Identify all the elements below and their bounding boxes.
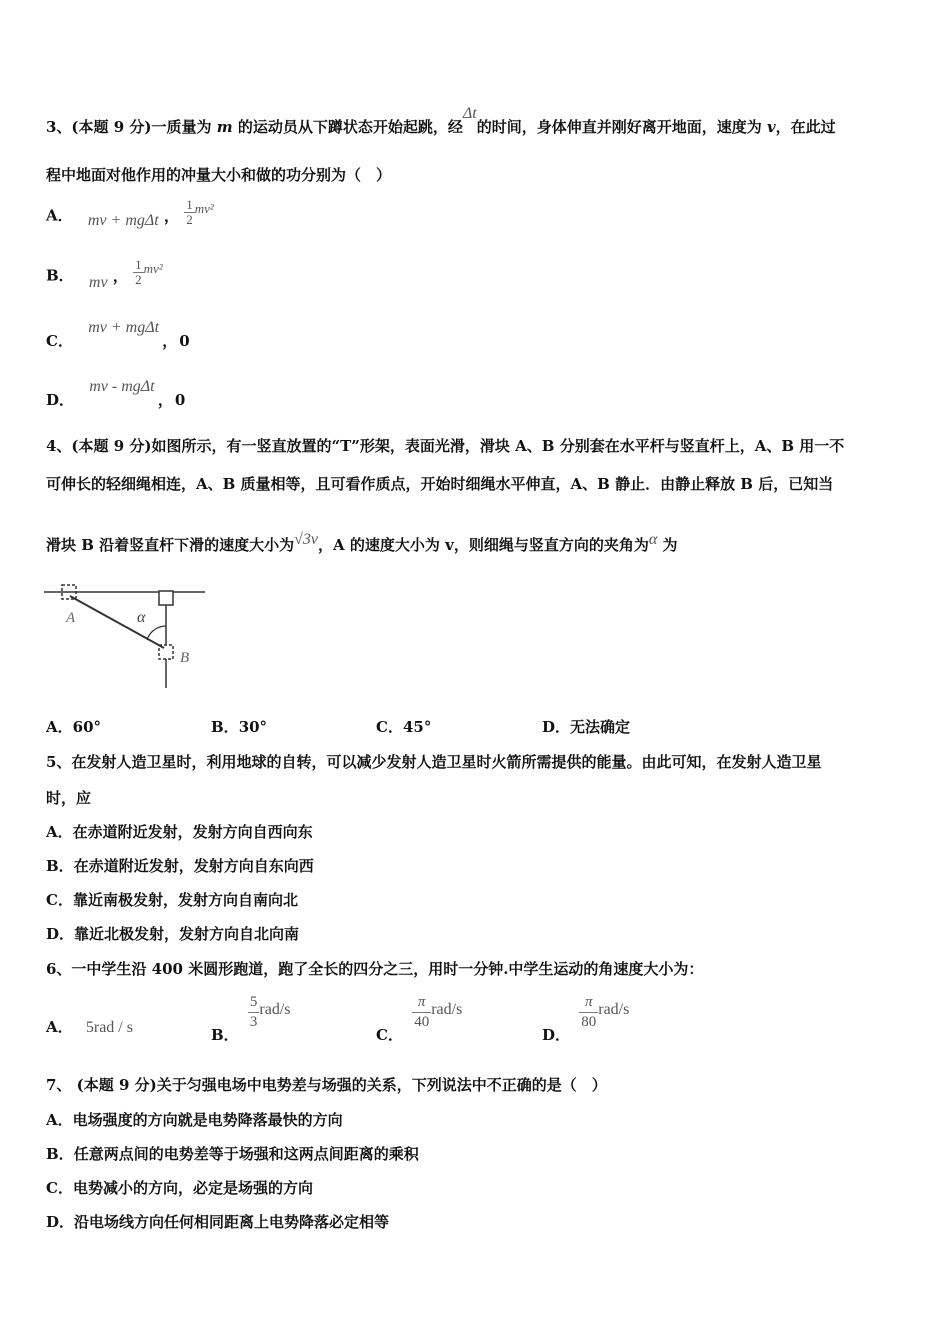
q4-option-c[interactable]: C．45° (376, 718, 432, 736)
q3-option-d[interactable]: D． mv - mgΔt ， 0 (46, 378, 186, 409)
q6-option-a[interactable]: A． 5rad / s (46, 1018, 133, 1036)
delta-t: Δt (462, 105, 477, 122)
sqrt3v: √3v (294, 531, 319, 548)
q5-option-a[interactable]: A．在赤道附近发射，发射方向自西向东 (46, 823, 313, 841)
q4-stem-line1: 4、(本题 9 分)如图所示，有一竖直放置的“T”形架，表面光滑，滑块 A、B 分别套在水平杆与竖直杆上，A、B 用一不 (46, 437, 845, 455)
q5-option-c[interactable]: C．靠近南极发射，发射方向自南向北 (46, 891, 298, 909)
q6-stem: 6、一中学生沿 400 米圆形跑道，跑了全长的四分之三，用时一分钟.中学生运动的角速度大小为： (46, 960, 704, 978)
q7-option-b[interactable]: B．任意两点间的电势差等于场强和这两点间距离的乘积 (46, 1145, 419, 1163)
rope (70, 596, 164, 648)
q4-stem-line3: 滑块 B 沿着竖直杆下滑的速度大小为√3v，A 的速度大小为 v，则细绳与竖直方向的夹角为α 为 (46, 531, 678, 554)
q3-option-b[interactable]: B． mv ， $\frac{1}{2}$ mv² (46, 257, 163, 291)
q4-stem-line2: 可伸长的轻细绳相连，A、B 质量相等，且可看作质点，开始时细绳水平伸直，A、B 静止．由静止释放 B 后，已知当 (46, 475, 834, 493)
q5-option-b[interactable]: B．在赤道附近发射，发射方向自东向西 (46, 857, 314, 875)
t-frame-figure (40, 578, 220, 693)
q7-option-d[interactable]: D．沿电场线方向任何相同距离上电势降落必定相等 (46, 1213, 390, 1231)
q4-option-d[interactable]: D．无法确定 (542, 718, 631, 736)
label-b: B (180, 650, 190, 666)
q3-stem-line2: 程中地面对他作用的冲量大小和做的功分别为（ ） (46, 166, 392, 184)
q3-option-a[interactable]: A． mv + mgΔt ， $\frac{1}{2}$ mv² (46, 197, 214, 229)
q4-option-a[interactable]: A．60° (46, 718, 102, 736)
q5-stem-line2: 时，应 (46, 789, 92, 807)
q7-option-a[interactable]: A．电场强度的方向就是电势降落最快的方向 (46, 1111, 343, 1129)
q4-option-b[interactable]: B．30° (211, 718, 268, 736)
q5-stem-line1: 5、在发射人造卫星时，利用地球的自转，可以减少发射人造卫星时火箭所需提供的能量。由此可知，在发射人造卫星 (46, 753, 822, 771)
angle-arc (147, 626, 166, 640)
q3-stem-line1: 3、(本题 9 分)一质量为 m 的运动员从下蹲状态开始起跳，经Δt的时间，身体伸直并刚好离开地面，速度为 v，在此过 (46, 105, 836, 136)
q3-option-c[interactable]: C． mv + mgΔt ， 0 (46, 319, 190, 350)
q6-option-d[interactable]: D． $\frac{\pi}{80}$ rad/s (542, 994, 630, 1044)
q6-option-b[interactable]: B． $\frac{5}{3}$ rad/s (211, 994, 291, 1044)
label-a: A (66, 610, 76, 626)
q7-option-c[interactable]: C．电势减小的方向，必定是场强的方向 (46, 1179, 313, 1197)
top-block (159, 591, 173, 605)
q6-option-c[interactable]: C． $\frac{\pi}{40}$ rad/s (376, 994, 463, 1044)
alpha-symbol: α (648, 531, 658, 548)
label-alpha: α (137, 609, 146, 626)
q5-option-d[interactable]: D．靠近北极发射，发射方向自北向南 (46, 925, 300, 943)
q7-stem: 7、 (本题 9 分)关于匀强电场中电势差与场强的关系，下列说法中不正确的是（ ） (46, 1076, 607, 1094)
